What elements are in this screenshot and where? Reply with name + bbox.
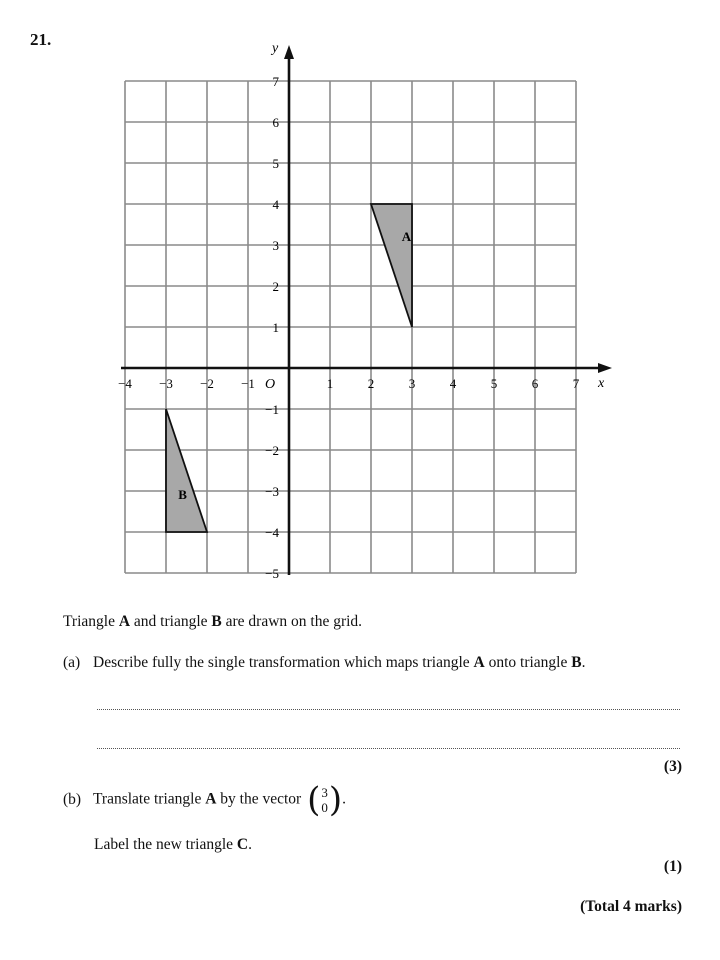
x-tick-label: 4 <box>449 376 457 391</box>
y-axis-arrow <box>284 45 294 59</box>
part-b-question: (b) Translate triangle A by the vector ( 3 0 ) . <box>63 780 346 820</box>
y-tick-label: 7 <box>272 74 279 89</box>
y-tick-label: 3 <box>272 238 279 253</box>
y-tick-label: 5 <box>272 156 279 171</box>
question-number: 21. <box>30 30 52 49</box>
part-b-marks: (1) <box>663 858 682 875</box>
x-axis-label: x <box>598 376 605 391</box>
vector-bottom: 0 <box>321 800 328 815</box>
y-tick-label: −2 <box>265 443 279 458</box>
answer-line-2[interactable] <box>97 748 680 749</box>
x-tick-label: −4 <box>118 376 132 391</box>
origin-label: O <box>265 377 276 392</box>
triangle-a <box>371 204 412 327</box>
x-axis-arrow <box>598 363 612 373</box>
part-a-question: (a) Describe fully the single transformation which maps triangle A onto triangle B. <box>63 654 586 671</box>
total-marks: (Total 4 marks) <box>580 898 682 915</box>
intro-text: Triangle A and triangle B are drawn on the grid. <box>63 613 363 630</box>
y-tick-label: −1 <box>265 402 279 417</box>
column-vector: ( 3 0 ) <box>307 780 343 820</box>
x-tick-label: 2 <box>367 376 375 391</box>
y-tick-label: 6 <box>272 115 279 130</box>
answer-line-1[interactable] <box>97 709 680 710</box>
x-tick-label: 7 <box>572 376 580 391</box>
x-tick-label: −1 <box>241 376 255 391</box>
part-a-marks: (3) <box>663 758 682 775</box>
x-tick-label: 3 <box>408 376 416 391</box>
triangle-b <box>166 409 207 532</box>
y-tick-label: −4 <box>265 525 279 540</box>
y-tick-label: −3 <box>265 484 279 499</box>
part-b-label: (b) <box>63 790 82 808</box>
x-tick-label: −3 <box>159 376 173 391</box>
triangle-a-label: A <box>401 228 412 244</box>
label-c-instruction: Label the new triangle C. <box>94 836 252 853</box>
vector-top: 3 <box>321 785 328 800</box>
y-tick-label: 1 <box>272 320 279 335</box>
part-a-label: (a) <box>63 654 81 671</box>
x-tick-label: 6 <box>531 376 539 391</box>
y-tick-label: 2 <box>272 279 279 294</box>
triangle-b-label: B <box>178 487 187 503</box>
y-axis-label: y <box>272 41 279 56</box>
x-tick-label: 1 <box>326 376 334 391</box>
y-tick-label: −5 <box>265 566 279 581</box>
x-tick-label: 5 <box>490 376 498 391</box>
x-tick-label: −2 <box>200 376 214 391</box>
y-tick-label: 4 <box>272 197 279 212</box>
